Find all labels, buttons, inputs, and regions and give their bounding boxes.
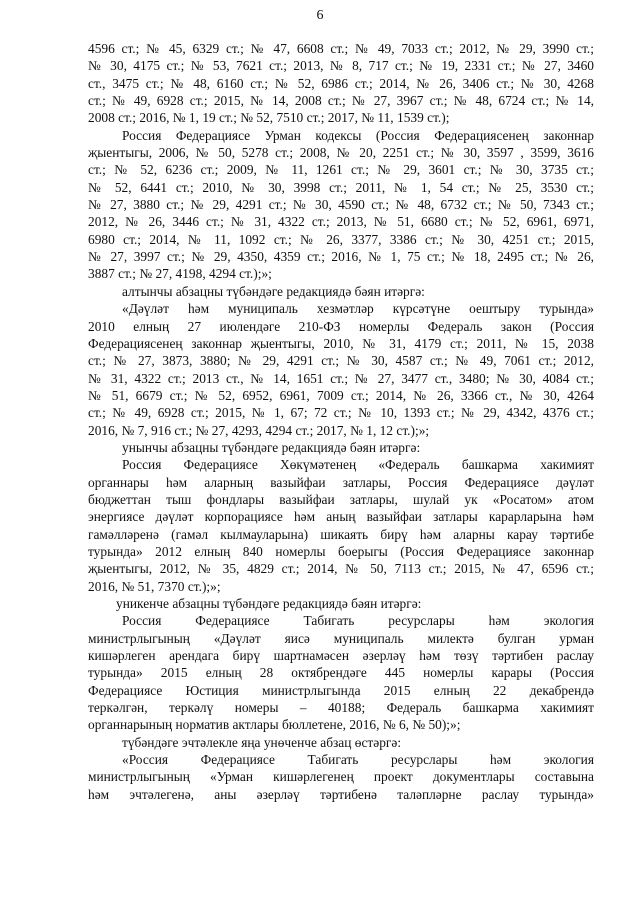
text-line: Федерациясенең законнар җыентыгы, 2010, № 31, 4179 ст.; 2011, № 15, 2038 xyxy=(88,335,594,351)
text-line: № 31, 4322 ст.; 2013 ст., № 14, 1651 ст.; № 27, 3477 ст., 3480; № 30, 4084 ст.; xyxy=(88,370,594,386)
text-line: алтынчы абзацны түбәндәге редакциядә бәян итәргә: xyxy=(122,283,425,299)
text-line: Россия Федерациясе Хөкүмәтенең «Федераль башкарма хакимият xyxy=(122,457,594,473)
text-line: гамәлләренә (гамәл кылмауларына) шикаять бирү һәм аларны карау тәртибе xyxy=(88,526,594,542)
text-line: кишәрлеген арендага бирү шартнамәсен әзерләү һәм төзү тәртибен раслау xyxy=(88,648,594,664)
text-line: органнары һәм аларның вазыйфаи затлары, Россия Федерациясе дәүләт xyxy=(88,474,594,490)
text-line: Россия Федерациясе Урман кодексы (Россия Федерациясенең законнар xyxy=(122,127,594,143)
text-line: уникенче абзацны түбәндәге редакциядә бәян итәргә: xyxy=(116,596,422,611)
text-line: № 52, 6441 ст.; 2010, № 30, 3998 ст.; 2011, № 1, 54 ст.; № 25, 3530 ст.; xyxy=(88,179,594,195)
text-line: № 27, 3997 ст.; № 29, 4350, 4359 ст.; 2016, № 1, 75 ст.; № 18, 2495 ст.; № 26, xyxy=(88,249,594,265)
document-body xyxy=(88,40,594,803)
text-line: 2010 елның 27 июлендәге 210-ФЗ номерлы Федераль закон (Россия xyxy=(88,318,594,334)
text-line: җыентыгы, 2006, № 50, 5278 ст.; 2008, № 20, 2251 ст.; № 30, 3597 , 3599, 3616 xyxy=(88,145,594,161)
text-line: 2016, № 51, 7370 ст.);»; xyxy=(88,578,221,594)
text-line: № 27, 3880 ст.; № 29, 4291 ст.; № 30, 4590 ст.; № 48, 6732 ст.; № 50, 7343 ст.; xyxy=(88,197,594,213)
text-line: унынчы абзацны түбәндәге редакциядә бәян итәргә: xyxy=(122,439,421,455)
text-line: органнарының норматив актлары бюллетене, 2016, № 6, № 50);»; xyxy=(88,717,461,733)
text-line: министрлыгының «Урман кишәрлегенең проект документлары составына xyxy=(88,769,594,785)
text-line: «Дәүләт һәм муниципаль хезмәтләр күрсәтүне оештыру турында» xyxy=(122,301,594,317)
text-line: 2008 ст.; 2016, № 1, 19 ст.; № 52, 7510 ст.; 2017, № 11, 1539 ст.); xyxy=(88,110,450,126)
text-line: ст.; № 52, 6236 ст.; 2009, № 11, 1261 ст.; № 29, 3601 ст.; № 30, 3735 ст.; xyxy=(88,162,594,178)
text-line: турында» 2012 елның 840 номерлы боерыгы (Россия Федерациясе законнар xyxy=(88,543,594,559)
text-line: 2016, № 7, 916 ст.; № 27, 4293, 4294 ст.; 2017, № 1, 12 ст.);»; xyxy=(88,422,430,438)
text-line: турында» 2015 елның 28 октябрендәге 445 номерлы карары (Россия xyxy=(88,665,594,681)
text-line: җыентыгы, 2012, № 35, 4829 ст.; 2014, № 50, 7113 ст.; 2015, № 47, 6596 ст.; xyxy=(88,561,594,577)
text-line: түбәндәге эчтәлекле яңа унөченче абзац өстәргә: xyxy=(122,734,402,750)
text-line: энергиясе дәүләт корпорациясе һәм аның вазыйфаи затлары карарларына һәм xyxy=(88,509,594,525)
text-line: 6980 ст.; 2014, № 11, 1092 ст.; № 26, 3377, 3386 ст.; № 30, 4251 ст.; 2015, xyxy=(88,231,594,247)
text-line: Россия Федерациясе Табигать ресурслары һәм экология xyxy=(122,613,594,629)
text-line: № 30, 4175 ст.; № 53, 7621 ст.; 2013, № 8, 717 ст.; № 19, 2331 ст.; № 27, 3460 xyxy=(88,58,594,74)
text-line: ст., 3475 ст.; № 48, 6160 ст.; № 52, 6986 ст.; 2014, № 26, 3406 ст.; № 30, 4268 xyxy=(88,75,594,91)
text-line: 2012, № 26, 3446 ст.; № 31, 4322 ст.; 2013, № 51, 6680 ст.; № 52, 6961, 6971, xyxy=(88,214,594,230)
text-line: 4596 ст.; № 45, 6329 ст.; № 47, 6608 ст.; № 49, 7033 ст.; 2012, № 29, 3990 ст.; xyxy=(88,41,594,56)
text-line: 3887 ст.; № 27, 4198, 4294 ст.);»; xyxy=(88,266,272,282)
page-number: 6 xyxy=(316,8,324,23)
text-line: бюджеттан тыш фондлары вазыйфаи затлары, шулай ук «Росатом» атом xyxy=(88,491,594,507)
text-line: ст.; № 27, 3873, 3880; № 29, 4291 ст.; № 30, 4587 ст.; № 49, 7061 ст.; 2012, xyxy=(88,353,594,369)
text-line: ст.; № 49, 6928 ст.; 2015, № 14, 2008 ст.; № 27, 3967 ст.; № 48, 6724 ст.; № 14, xyxy=(88,93,594,109)
text-line: министрлыгының «Дәүләт яисә муниципаль милектә булган урман xyxy=(88,630,594,646)
text-line: теркәлгән, теркәлү номеры – 40188; Федераль башкарма хакимият xyxy=(88,700,594,716)
text-line: ст.; № 49, 6928 ст.; 2015, № 1, 67; 72 ст.; № 10, 1393 ст.; № 29, 4342, 4376 ст.; xyxy=(88,405,594,421)
text-line: «Россия Федерациясе Табигать ресурслары һәм экология xyxy=(122,752,594,768)
text-line: № 51, 6679 ст.; № 52, 6952, 6961, 7009 ст.; 2014, № 26, 3366 ст., № 30, 4264 xyxy=(88,387,594,403)
text-line: һәм эчтәлегенә, аны әзерләү тәртибенә таләпләрне раслау турында» xyxy=(88,786,594,802)
text-line: Федерациясе Юстиция министрлыгында 2015 елның 22 декабрендә xyxy=(88,682,594,698)
